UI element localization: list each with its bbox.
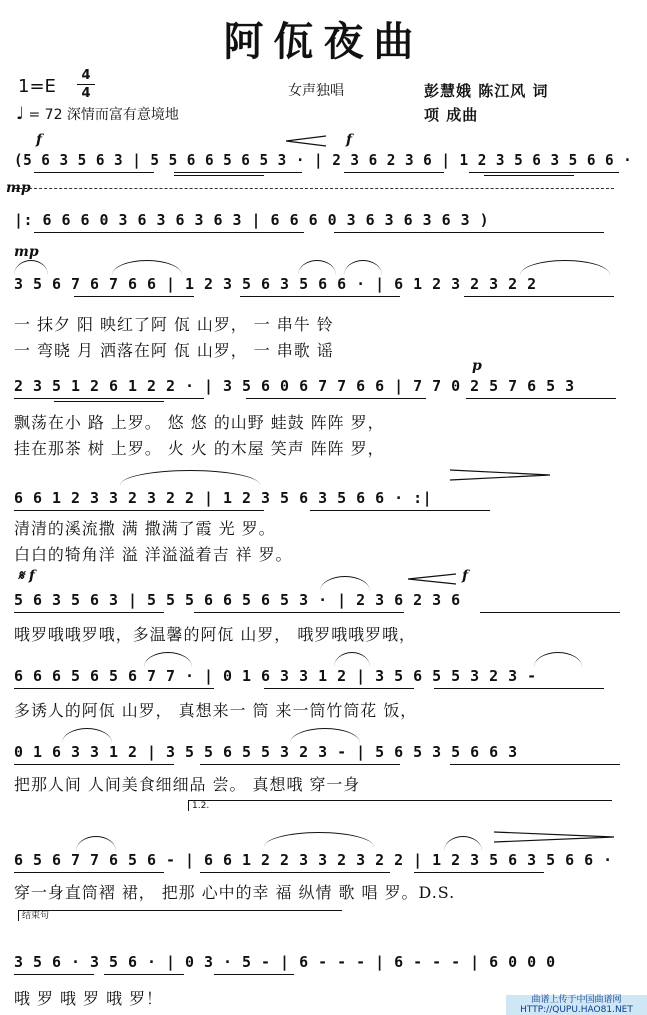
notation-line: 5 6 3 5 6 3 | 5 5 5 6 6 5 6 5 3 · | 2 3 6 2 3 6 [14,591,461,609]
score-row-7 [14,664,634,690]
decrescendo-icon [450,468,550,482]
score-row-1 [14,132,634,174]
score-row-9 [14,848,634,874]
score-row-10 [14,950,634,976]
repeat-dash-line [14,188,614,189]
key-signature: 1=E [18,76,56,97]
time-top: 4 [81,68,91,83]
lyric-verse-2: 白白的犄角洋 溢 洋溢溢着吉 祥 罗。 [14,545,293,564]
notation-line: 6 6 6 5 6 5 6 7 7 · | 0 1 6 3 3 1 2 | 3 5 6 5 5 3 2 3 - [14,667,537,685]
notation-line: 2 3 5 1 2 6 1 2 2 · | 3 5 6 0 6 7 7 6 6 | 7 7 0 2 5 7 6 5 3 [14,377,575,395]
tempo-text: = 72 深情而富有意境地 [28,107,179,123]
lyric-line: 哦罗哦哦罗哦，多温馨的阿佤 山罗， 哦罗哦哦罗哦， [14,625,416,644]
decrescendo-icon [494,830,614,844]
lyric-line: 穿一身直筒褶 裙， 把那 心中的幸 福 纵情 歌 唱 罗。D.S. [14,883,456,902]
lyric-verse-2: 一 弯晓 月 洒落在阿 佤 山罗， 一 串歌 谣 [14,341,334,360]
time-signature [77,68,95,101]
score-row-3 [14,244,634,298]
notation-line: 6 5 6 7 7 6 5 6 - | 6 6 1 2 2 3 3 2 3 2 2 | 1 2 3 5 6 3 5 6 6 · [14,851,613,869]
dynamic-mark: f [462,568,469,584]
source-line-2: HTTP://QUPU.HAO81.NET [520,1005,633,1015]
notation-line: (5 6 3 5 6 3 | 5 5 6 6 5 6 5 3 · | 2 3 6 2 3 6 | 1 2 3 5 6 3 5 6 6 · [14,151,633,169]
crescendo-icon [408,572,456,586]
lyric-verse-1: 清清的溪流撒 满 撒满了霞 光 罗。 [14,519,276,538]
composer-credit: 项 成曲 [424,106,479,124]
volta-bracket: 1.2. [188,800,612,811]
score-row-2 [6,180,634,234]
notation-line: 3 5 6 7 6 7 6 6 | 1 2 3 5 6 3 5 6 6 · | 6 1 2 3 2 3 2 2 [14,275,537,293]
lyric-line: 把那人间 人间美食细细品 尝。 真想哦 穿一身 [14,775,361,794]
dynamic-mark: mp [6,180,31,196]
score-row-4 [14,358,634,400]
notation-line: 6 6 1 2 3 3 2 3 2 2 | 1 2 3 5 6 3 5 6 6 · :| [14,489,433,507]
dynamic-mark: f [36,132,43,148]
notation-line: 3 5 6 · 3 5 6 · | 0 3 · 5 - | 6 - - - | 6 - - - | 6 0 0 0 [14,953,556,971]
score-row-8 [14,740,634,766]
notation-line: |: 6 6 6 0 3 6 3 6 3 6 3 | 6 6 6 0 3 6 3 6 3 6 3 ) [14,211,490,229]
song-title: 阿佤夜曲 [223,18,424,65]
lyric-verse-2: 挂在那茶 树 上罗。 火 火 的木屋 笑声 阵阵 罗， [14,439,385,458]
lyric-verse-1: 飘荡在小 路 上罗。 悠 悠 的山野 蛙鼓 阵阵 罗， [14,413,385,432]
notation-line: 0 1 6 3 3 1 2 | 3 5 5 6 5 5 3 2 3 - | 5 6 5 3 5 6 6 3 [14,743,518,761]
score-row-6 [14,568,634,614]
performance-type: 女声独唱 [288,83,344,99]
lyricist-credit: 彭慧娥 陈江风 词 [424,82,549,100]
segno-dynamic-mark: 𝄋 f [18,568,35,584]
lyric-verse-1: 一 抹夕 阳 映红了阿 佤 山罗， 一 串牛 铃 [14,315,334,334]
quarter-note-icon: ♩ [16,104,25,124]
dynamic-mark: f [346,132,353,148]
dynamic-mark: p [472,358,482,374]
dynamic-mark: mp [14,244,39,260]
time-bottom: 4 [81,86,91,101]
coda-bracket: 结束句 [18,910,342,921]
source-watermark [506,995,647,1015]
lyric-line: 多诱人的阿佤 山罗， 真想来一 筒 来一筒竹筒花 饭， [14,701,418,720]
tempo-marking [16,104,179,124]
lyric-line: 哦 罗 哦 罗 哦 罗！ [14,989,163,1008]
score-row-5 [14,486,634,512]
source-line-1: 曲谱上传于中国曲谱网 [531,995,622,1005]
crescendo-icon [286,134,326,148]
